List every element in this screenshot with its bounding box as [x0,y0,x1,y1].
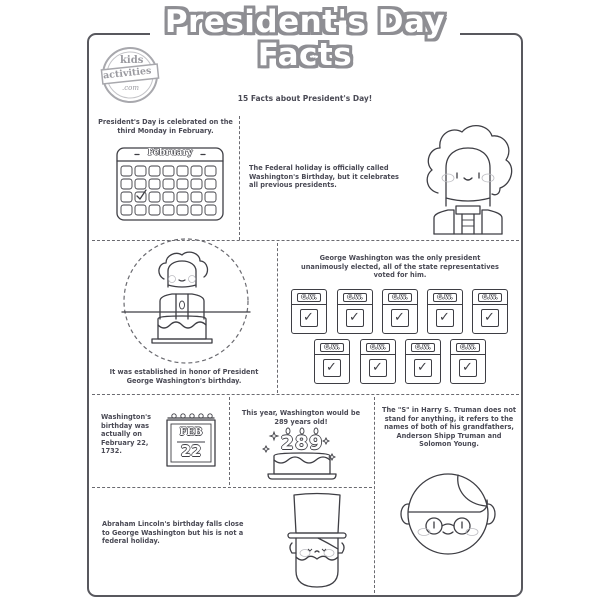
date-card-month: FEB [179,427,203,438]
washington-portrait [418,118,518,236]
honor-circle-illustration [112,239,260,369]
kids-activities-logo [100,45,160,105]
checkbox-icon: ✓ [300,309,318,327]
fact-age: This year, Washington would be 289 years old! [241,409,361,426]
fact-birthday: Washington's birthday was actually on February 22, 1732. [101,413,152,456]
checkbox-icon: ✓ [346,309,364,327]
ballot-card: G.W. ✓ [291,289,327,334]
fact-honor: It was established in honor of President George Washington's birthday. [109,368,259,385]
checkbox-icon: ✓ [369,359,387,377]
ballot-card: G.W. ✓ [450,339,486,384]
title-line-1: President's Day [164,4,446,40]
ballot-card: G.W. ✓ [405,339,441,384]
divider-v-row1 [239,116,240,240]
cake-age-candles: 289 [280,432,324,454]
date-card-illustration [165,412,217,467]
fact-unanimous: George Washington was the only president unanimously elected, all of the state representatives voted for him. [301,254,499,280]
divider-v-row2 [277,243,278,393]
ballot-card: G.W. ✓ [360,339,396,384]
fact-official-name: The Federal holiday is officially called Washington's Birthday, but it celebrates all previous presidents. [249,164,399,190]
date-card-day: 22 [180,442,202,460]
ballot-card: G.W. ✓ [382,289,418,334]
subtitle: 15 Facts about President's Day! [237,94,373,103]
title-block [150,6,460,72]
fact-lincoln: Abraham Lincoln's birthday falls close to George Washington but his is not a federal holiday. [102,520,244,546]
calendar-month-label: February [147,148,193,158]
checkbox-icon: ✓ [481,309,499,327]
checkbox-icon: ✓ [414,359,432,377]
fact-truman: The "S" in Harry S. Truman does not stand for anything, it refers to the names of both of his grandfathers, Anderson Shipp Truman and Solomon Young. [381,406,517,449]
divider-v-row3a [229,397,230,485]
ballot-card: G.W. ✓ [472,289,508,334]
checkbox-icon: ✓ [459,359,477,377]
checkbox-icon: ✓ [436,309,454,327]
checkbox-icon: ✓ [391,309,409,327]
truman-portrait [398,470,498,560]
divider-v-row3b [374,397,375,593]
calendar-illustration [115,146,225,222]
fact-third-monday: President's Day is celebrated on the third Monday in February. [98,118,233,135]
divider-h-row2 [92,394,519,395]
logo-com: .com [122,84,139,92]
divider-h-row3 [92,487,372,488]
logo-activities: activities [102,65,152,82]
logo-kids: kids [120,55,144,66]
ballot-card: G.W. ✓ [337,289,373,334]
birthday-cake-illustration [262,426,342,482]
ballot-card: G.W. ✓ [314,339,350,384]
checkbox-icon: ✓ [323,359,341,377]
lincoln-portrait [284,491,350,591]
title-line-2: Facts [257,37,353,73]
ballot-card: G.W. ✓ [427,289,463,334]
